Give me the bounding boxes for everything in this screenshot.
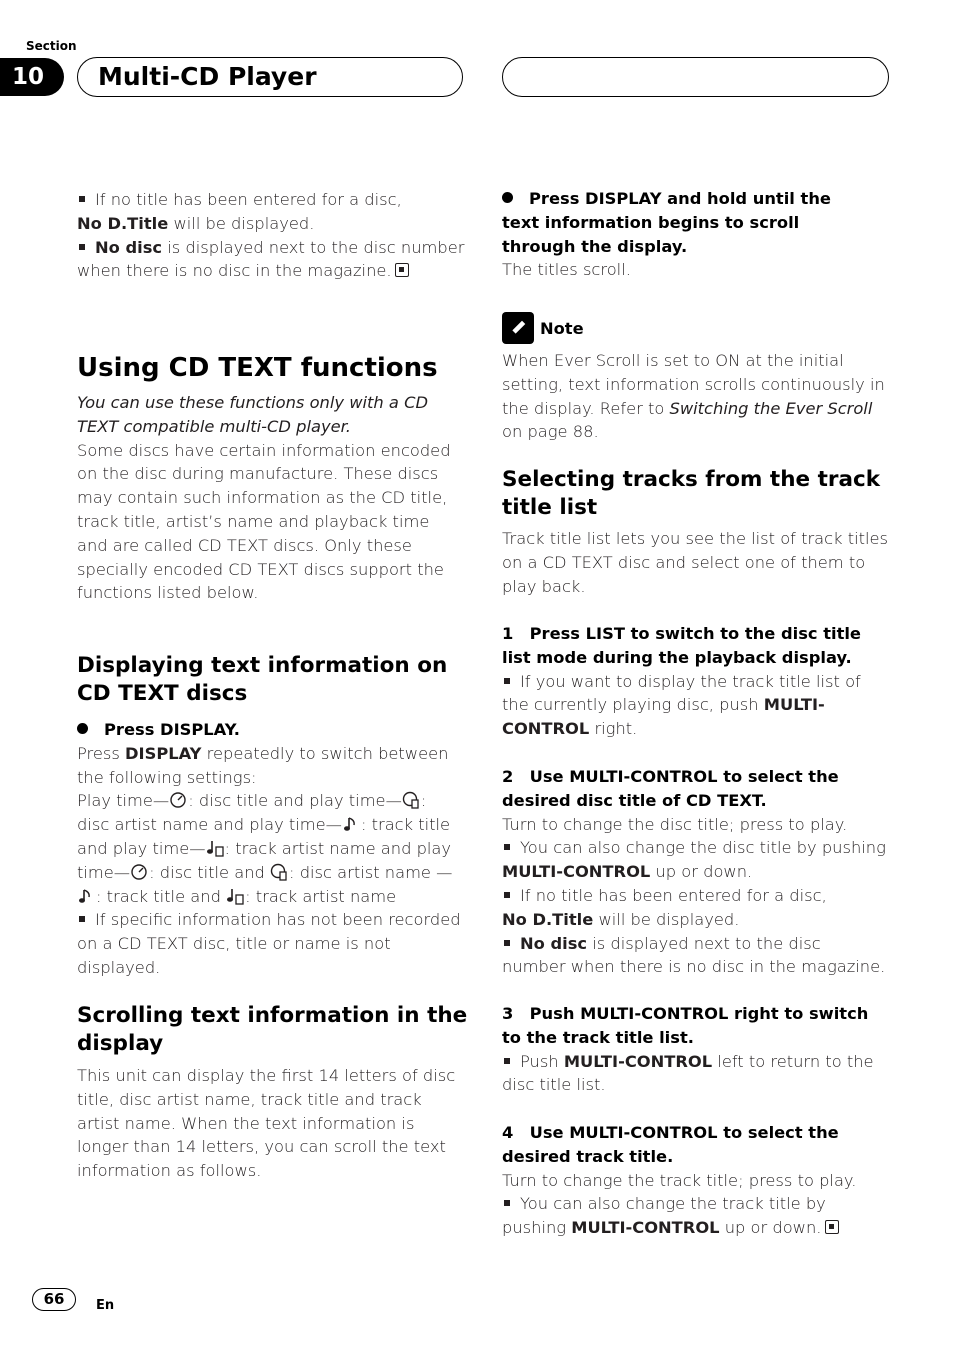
left-intro-bullets: [77, 188, 469, 283]
step2-bullet-1: You can also change the disc title by pushing MULTI-CONTROL up or down.: [502, 838, 886, 882]
cdtext-italic-note: You can use these functions only with a CD TEXT compatible multi-CD player.: [77, 393, 428, 436]
track-note-icon: [77, 887, 96, 905]
track-note-icon: [342, 815, 361, 833]
intro-bullet-2: No disc is displayed next to the disc number when there is no disc in the magazine.: [77, 237, 465, 281]
square-bullet-icon: [79, 244, 85, 250]
step2-heading: 2 Use MULTI-CONTROL to select the desired disc title of CD TEXT.: [502, 767, 839, 810]
track-artist-icon: [226, 887, 245, 905]
list-heading: Selecting tracks from the track title list: [502, 467, 881, 520]
step4-bullet: You can also change the track title by pushing MULTI-CONTROL up or down.: [502, 1192, 890, 1240]
disc-artist-icon: [270, 863, 289, 881]
step3-bullet: Push MULTI-CONTROL left to return to the disc title list.: [502, 1051, 874, 1095]
chapter-title: Multi-CD Player: [77, 57, 463, 97]
display-section: [77, 718, 469, 980]
disc-clock-icon: [169, 791, 188, 809]
scroll-step: Press DISPLAY and hold until the text information begins to scroll through the display.: [502, 189, 831, 256]
square-bullet-icon: [504, 844, 510, 850]
cdtext-heading: Using CD TEXT functions: [77, 353, 438, 383]
header-empty-box: [502, 57, 889, 97]
display-body: Press DISPLAY repeatedly to switch between the following settings:: [77, 743, 449, 787]
round-bullet-icon: [502, 192, 513, 203]
cdtext-body: Some discs have certain information encoded on the disc during manufacture. These discs may contain such information as the CD title, track title, artist’s name and playback time and are called CD TEXT discs. Only these specially encoded CD TEXT discs support the functions listed below.: [77, 440, 451, 603]
scroll-heading: Scrolling text information in the display: [77, 1003, 468, 1056]
step4-body: Turn to change the track title; press to play.: [502, 1170, 857, 1190]
disc-artist-icon: [402, 791, 421, 809]
page-number: 66: [32, 1288, 76, 1311]
square-bullet-icon: [504, 940, 510, 946]
step1-bullet: If you want to display the track title list of the currently playing disc, push MULTI-CONTROL right.: [502, 671, 861, 739]
display-step: Press DISPLAY.: [77, 718, 469, 742]
intro-bullet-1-cont: No D.Title will be displayed.: [77, 213, 315, 233]
square-bullet-icon: [504, 1058, 510, 1064]
round-bullet-icon: [77, 723, 88, 734]
step4-heading: 4 Use MULTI-CONTROL to select the desired track title.: [502, 1123, 839, 1166]
list-section: [502, 527, 894, 598]
square-bullet-icon: [504, 892, 510, 898]
square-bullet-icon: [79, 916, 85, 922]
section-label: Section: [26, 39, 77, 53]
display-bullet: If specific information has not been recorded on a CD TEXT disc, title or name is not displayed.: [77, 910, 461, 977]
scroll-section: [77, 1064, 469, 1183]
scroll-result: The titles scroll.: [502, 260, 631, 280]
display-heading: Displaying text information on CD TEXT discs: [77, 653, 448, 706]
intro-bullet-1: If no title has been entered for a disc,: [77, 188, 469, 212]
step4-section: [502, 1121, 894, 1240]
track-artist-icon: [206, 839, 225, 857]
step3-section: [502, 1002, 894, 1097]
square-bullet-icon: [504, 1200, 510, 1206]
cdtext-section: [77, 391, 469, 605]
note-section: [502, 349, 894, 444]
end-mark-icon: [825, 1220, 839, 1234]
step2-bullet-2: If no title has been entered for a disc,: [502, 884, 894, 908]
step2-bullet-3: No disc is displayed next to the disc number when there is no disc in the magazine.: [502, 933, 886, 977]
step1-heading: 1 Press LIST to switch to the disc title list mode during the playback display.: [502, 624, 861, 667]
note-heading: Note: [502, 312, 584, 344]
display-settings: Play time— : disc title and play time— : disc artist name and play time— : track title and play time— : track artist name and play time— : disc title and : disc artist name —: track title and : track artist name: [77, 791, 453, 906]
step2-body: Turn to change the disc title; press to play.: [502, 814, 848, 834]
square-bullet-icon: [504, 678, 510, 684]
step2-section: [502, 765, 894, 979]
scroll-body: This unit can display the first 14 letters of disc title, disc artist name, track title and track artist name. When the text information is longer than 14 letters, you can scroll the text information as follows.: [77, 1066, 456, 1181]
square-bullet-icon: [79, 196, 85, 202]
step2-bullet-2-cont: No D.Title will be displayed.: [502, 909, 740, 929]
section-number-badge: 10: [0, 58, 64, 96]
disc-clock-icon: [130, 863, 149, 881]
list-body: Track title list lets you see the list of track titles on a CD TEXT disc and select one of them to play back.: [502, 529, 889, 596]
scroll-step-section: [502, 187, 894, 282]
end-mark-icon: [395, 263, 409, 277]
step3-heading: 3 Push MULTI-CONTROL right to switch to the track title list.: [502, 1004, 869, 1047]
language-label: En: [96, 1298, 115, 1313]
note-body: When Ever Scroll is set to ON at the initial setting, text information scrolls continuously in the display. Refer to Switching the Ever Scroll on page 88.: [502, 351, 885, 442]
step1-section: [502, 622, 894, 741]
pencil-note-icon: [502, 312, 534, 344]
